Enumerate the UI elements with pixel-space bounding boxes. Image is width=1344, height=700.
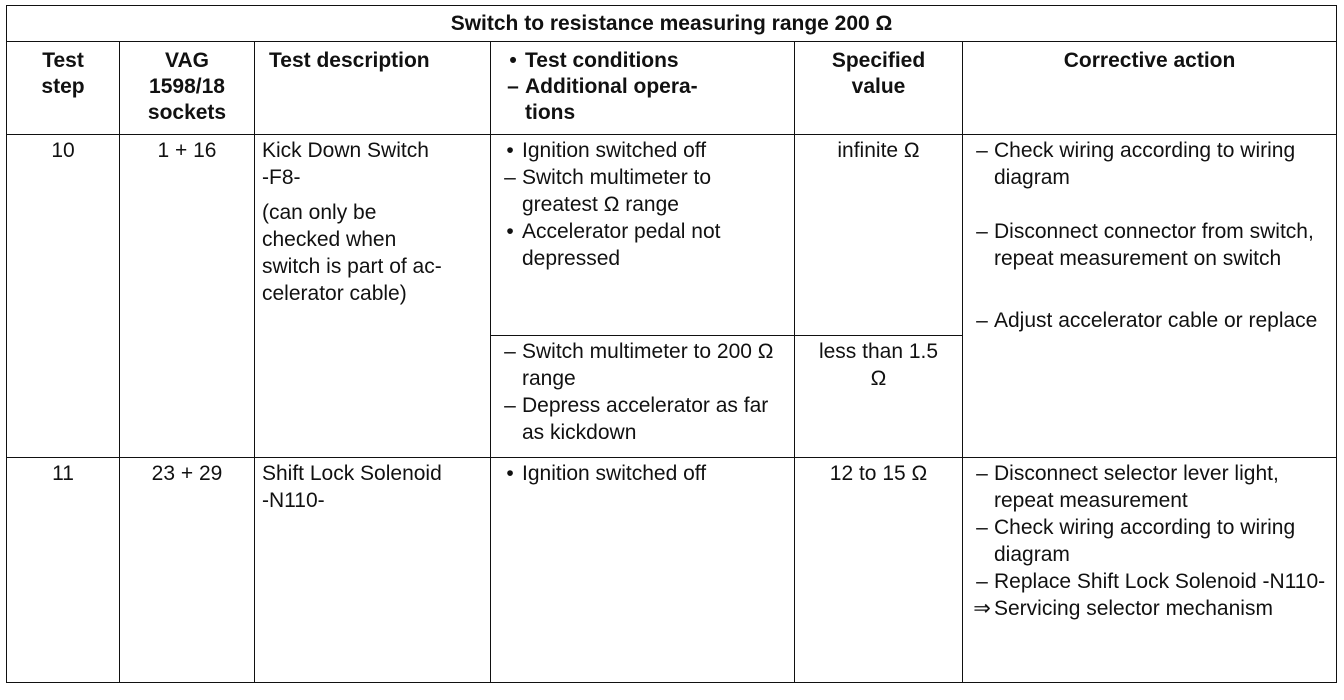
header-test-step bbox=[7, 42, 120, 135]
conditions-subcell bbox=[491, 135, 794, 336]
corrective-action-cell bbox=[963, 458, 1337, 683]
table-row bbox=[7, 135, 1337, 458]
bullet-marker: • bbox=[509, 49, 517, 72]
test-table bbox=[6, 5, 1337, 683]
empty-marker bbox=[501, 100, 525, 126]
dash-marker: – bbox=[976, 462, 988, 485]
note-line: switch is part of ac- bbox=[262, 255, 442, 278]
dash-marker: – bbox=[507, 75, 519, 98]
table-row bbox=[7, 458, 1337, 683]
description-line: Shift Lock Solenoid bbox=[262, 462, 442, 485]
dash-marker: – bbox=[976, 570, 988, 593]
value-subcell: infinite Ω bbox=[795, 135, 962, 336]
condition-text: Switch multimeter to greatest Ω range bbox=[522, 166, 712, 216]
header-specified-line: Specified bbox=[831, 49, 926, 72]
condition-text: Accelerator pedal not depressed bbox=[522, 220, 721, 270]
action-text: Adjust accelerator cable or replace bbox=[994, 309, 1318, 332]
header-vag-line: sockets bbox=[147, 101, 227, 124]
header-conditions-line: Additional opera- bbox=[525, 75, 698, 98]
header-specified-line: value bbox=[851, 75, 906, 98]
header-description: Test description bbox=[255, 42, 491, 135]
condition-text: Depress accelerator as far as kickdown bbox=[522, 394, 769, 444]
action-text: Check wiring according to wiring diagram bbox=[994, 516, 1296, 566]
header-vag-line: 1598/18 bbox=[149, 75, 225, 98]
dash-marker: – bbox=[504, 394, 516, 417]
test-table-container bbox=[6, 5, 1336, 683]
action-text: Replace Shift Lock Solenoid -N110- bbox=[994, 570, 1326, 593]
header-test-step-line: Test bbox=[42, 49, 84, 72]
dash-marker: – bbox=[976, 220, 988, 243]
conditions-cell bbox=[491, 135, 795, 458]
value-line: less than 1.5 bbox=[818, 340, 939, 363]
action-text: Servicing selector mechanism bbox=[994, 597, 1273, 620]
conditions-subcell bbox=[491, 336, 794, 446]
test-step-cell: 11 bbox=[7, 458, 120, 683]
bullet-marker: • bbox=[506, 139, 514, 162]
dash-marker: – bbox=[976, 309, 988, 332]
sockets-cell: 1 + 16 bbox=[120, 135, 255, 458]
note-line: checked when bbox=[262, 228, 397, 251]
header-specified-value bbox=[795, 42, 963, 135]
header-vag-line: VAG bbox=[165, 49, 209, 72]
action-text: Disconnect selector lever light, repeat measurement bbox=[994, 462, 1279, 512]
header-row bbox=[7, 42, 1337, 135]
conditions-cell bbox=[491, 458, 795, 683]
dash-marker: – bbox=[504, 340, 516, 363]
sockets-cell: 23 + 29 bbox=[120, 458, 255, 683]
description-line: Kick Down Switch bbox=[262, 139, 429, 162]
header-conditions-line: tions bbox=[525, 101, 576, 124]
condition-text: Switch multimeter to 200 Ω range bbox=[522, 340, 774, 390]
dash-marker: – bbox=[976, 516, 988, 539]
value-line: Ω bbox=[870, 367, 887, 390]
dash-marker: – bbox=[504, 166, 516, 189]
bullet-marker: • bbox=[506, 220, 514, 243]
description-line: -F8- bbox=[262, 166, 301, 189]
header-conditions bbox=[491, 42, 795, 135]
description-cell bbox=[255, 458, 491, 683]
description-cell bbox=[255, 135, 491, 458]
dash-marker: – bbox=[976, 139, 988, 162]
arrow-right-icon: ⇒ bbox=[973, 597, 991, 620]
note-line: (can only be bbox=[262, 201, 377, 224]
specified-value-cell bbox=[795, 135, 963, 458]
action-text: Disconnect connector from switch, repeat measurement on switch bbox=[994, 220, 1314, 270]
corrective-action-cell bbox=[963, 135, 1337, 458]
header-corrective-action: Corrective action bbox=[963, 42, 1337, 135]
specified-value-cell: 12 to 15 Ω bbox=[795, 458, 963, 683]
condition-text: Ignition switched off bbox=[522, 462, 707, 485]
bullet-marker: • bbox=[506, 462, 514, 485]
table-title: Switch to resistance measuring range 200 Ω bbox=[7, 6, 1337, 42]
value-subcell bbox=[795, 336, 962, 392]
condition-text: Ignition switched off bbox=[522, 139, 707, 162]
header-test-step-line: step bbox=[41, 75, 85, 98]
test-step-cell: 10 bbox=[7, 135, 120, 458]
header-conditions-line: Test conditions bbox=[525, 49, 679, 72]
description-line: -N110- bbox=[262, 489, 325, 512]
header-vag-sockets bbox=[120, 42, 255, 135]
action-text: Check wiring according to wiring diagram bbox=[994, 139, 1296, 189]
note-line: celerator cable) bbox=[262, 282, 407, 305]
